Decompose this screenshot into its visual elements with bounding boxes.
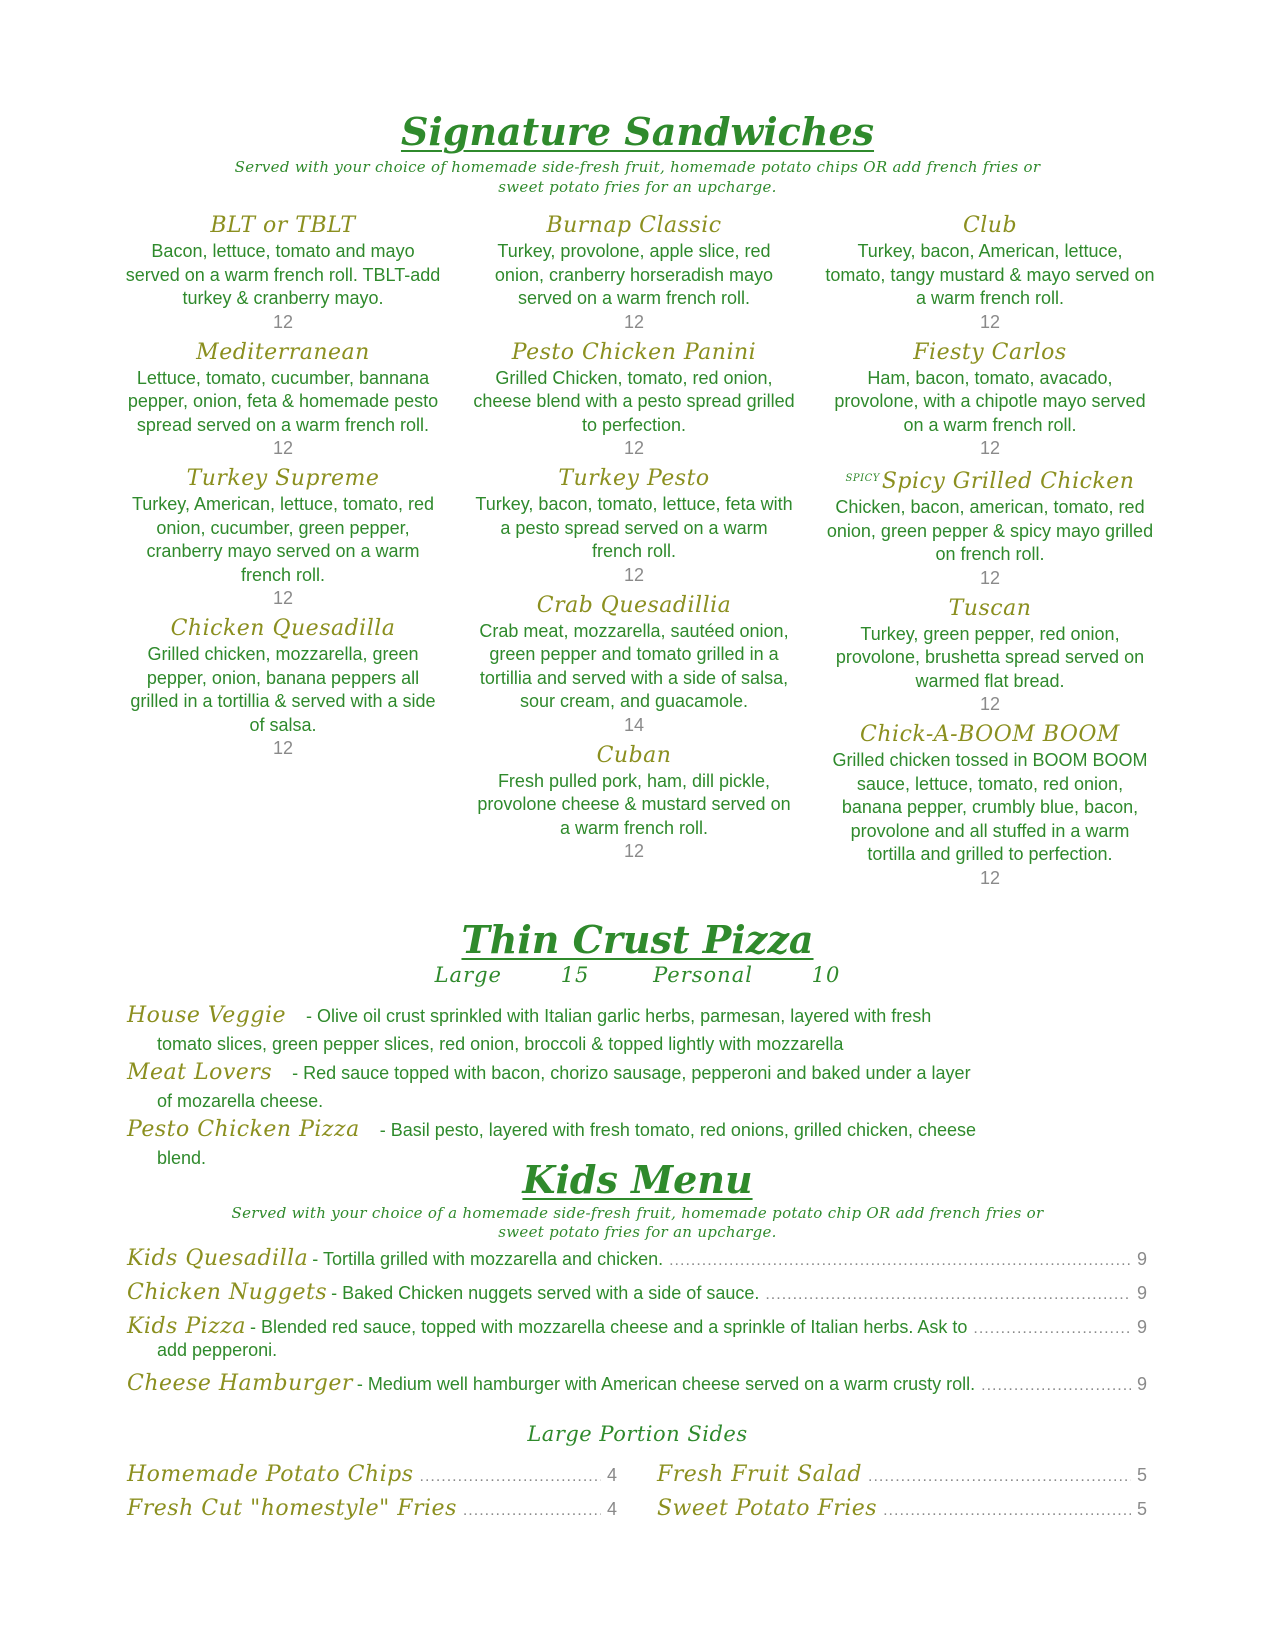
sandwich-column-3 — [825, 211, 1155, 894]
item-price: 12 — [979, 438, 1001, 458]
item-description: Ham, bacon, tomato, avacado, provolone, with a chipotle mayo served on a warm french roll. — [834, 367, 1146, 435]
size-label: Personal — [653, 963, 753, 987]
side-name: Fresh Cut "homestyle" Fries — [127, 1496, 457, 1521]
item-description: Grilled Chicken, tomato, red onion, cheese blend with a pesto spread grilled to perfection. — [473, 367, 795, 435]
menu-item — [825, 464, 1155, 590]
item-price: 12 — [979, 567, 1001, 588]
pizza-description: - Olive oil crust sprinkled with Italian garlic herbs, parmesan, layered with fresh — [306, 1006, 932, 1026]
menu-item — [473, 211, 795, 334]
kids-item-description: - Blended red sauce, topped with mozzarella cheese and a sprinkle of Italian herbs. Ask to — [249, 1317, 968, 1337]
item-price: 12 — [979, 311, 1001, 332]
item-price: 12 — [623, 564, 645, 585]
menu-item — [825, 720, 1155, 890]
pizza-item-meat-lovers — [127, 1059, 1147, 1113]
item-price: 12 — [623, 841, 645, 861]
pizza-line1 — [127, 1059, 1147, 1089]
menu-item — [122, 464, 444, 610]
item-name: Cuban — [596, 742, 672, 768]
item-description: Turkey, American, lettuce, tomato, red onion, cucumber, green pepper, cranberry mayo served on a warm french roll. — [131, 494, 435, 585]
item-description: Turkey, green pepper, red onion, provolone, brushetta spread served on warmed flat bread. — [835, 623, 1145, 691]
item-name: Tuscan — [948, 595, 1032, 621]
item-name: Crab Quesadillia — [536, 592, 732, 618]
kids-item — [127, 1371, 1147, 1396]
kids-item-description-cont: add pepperoni. — [157, 1340, 278, 1360]
kids-item — [127, 1246, 1147, 1271]
size-price: 15 — [560, 963, 590, 987]
leader-dots — [868, 1468, 1131, 1486]
side-name: Homemade Potato Chips — [127, 1462, 414, 1487]
size-price: 10 — [811, 963, 841, 987]
pizza-sizes — [0, 963, 1275, 987]
item-description: Turkey, bacon, tomato, lettuce, feta with a pesto spread served on a warm french roll. — [475, 494, 793, 561]
item-price: 12 — [623, 311, 645, 332]
menu-item — [473, 741, 795, 864]
kids-subtitle-line1: Served with your choice of a homemade side-fresh fruit, homemade potato chip OR add french fries or — [231, 1204, 1044, 1222]
item-name: Turkey Supreme — [186, 466, 380, 491]
menu-item — [473, 464, 795, 587]
spicy-label: SPICY — [845, 473, 880, 484]
pizza-name: Pesto Chicken Pizza — [127, 1117, 360, 1142]
kids-item-name: Kids Pizza — [127, 1314, 246, 1339]
kids-item-row — [127, 1246, 1147, 1271]
menu-item — [122, 338, 444, 461]
side-name: Sweet Potato Fries — [657, 1496, 878, 1521]
kids-item-price: 9 — [1136, 1317, 1147, 1337]
kids-item-name: Chicken Nuggets — [127, 1280, 328, 1305]
menu-item — [122, 614, 444, 760]
item-price: 12 — [272, 738, 294, 758]
item-name: Chick-A-BOOM BOOM — [860, 722, 1120, 747]
kids-item-price: 9 — [1136, 1249, 1147, 1269]
item-price: 12 — [979, 867, 1001, 888]
side-name: Fresh Fruit Salad — [657, 1462, 862, 1487]
item-name — [825, 464, 1155, 496]
item-price: 12 — [623, 438, 645, 458]
signature-sandwiches-title: Signature Sandwiches — [400, 109, 875, 154]
pizza-description-cont: tomato slices, green pepper slices, red onion, broccoli & topped lightly with mozzarella — [157, 1034, 844, 1054]
menu-item — [825, 211, 1155, 334]
item-price: 12 — [272, 311, 294, 332]
leader-dots — [981, 1377, 1131, 1395]
leader-dots — [973, 1320, 1131, 1338]
pizza-line1 — [127, 1116, 1147, 1146]
kids-subtitle-line2: sweet potato fries for an upcharge. — [498, 1223, 777, 1241]
signature-subtitle-line2: sweet potato fries for an upcharge. — [498, 178, 777, 196]
side-item — [657, 1496, 1147, 1521]
leader-dots — [463, 1502, 601, 1520]
kids-item-price: 9 — [1136, 1283, 1147, 1303]
item-price: 12 — [979, 694, 1001, 714]
item-description: Grilled chicken, mozzarella, green pepper, onion, banana peppers all grilled in a tortillia & served with a side of salsa. — [130, 644, 436, 735]
kids-item-price: 9 — [1136, 1374, 1147, 1394]
item-name: Fiesty Carlos — [913, 339, 1067, 365]
leader-dots — [420, 1468, 601, 1486]
size-label: Large — [434, 963, 502, 987]
sides-title: Large Portion Sides — [527, 1422, 748, 1446]
kids-menu-title: Kids Menu — [522, 1157, 753, 1202]
side-price: 5 — [1136, 1465, 1147, 1485]
pizza-description: - Basil pesto, layered with fresh tomato, red onions, grilled chicken, cheese — [379, 1120, 977, 1140]
item-price: 14 — [623, 714, 645, 735]
pizza-description-cont: blend. — [157, 1148, 207, 1168]
pizza-name: Meat Lovers — [127, 1060, 273, 1085]
kids-item — [127, 1280, 1147, 1305]
item-name: Pesto Chicken Panini — [511, 339, 757, 365]
sandwich-column-2 — [473, 211, 795, 867]
kids-item-name: Cheese Hamburger — [127, 1371, 353, 1396]
kids-item-name: Kids Quesadilla — [127, 1246, 309, 1271]
kids-item-row — [127, 1314, 1147, 1339]
item-price: 12 — [272, 438, 294, 458]
menu-item — [473, 338, 795, 461]
item-name: Club — [962, 213, 1018, 238]
item-name: Burnap Classic — [546, 213, 722, 238]
item-description: Chicken, bacon, american, tomato, red onion, green pepper & spicy mayo grilled on french roll. — [826, 497, 1154, 564]
item-description: Fresh pulled pork, ham, dill pickle, provolone cheese & mustard served on a warm french roll. — [477, 770, 791, 838]
sandwich-column-1 — [122, 211, 444, 764]
pizza-size-large — [421, 963, 604, 987]
pizza-line1 — [127, 1002, 1147, 1032]
pizza-description: - Red sauce topped with bacon, chorizo sausage, pepperoni and baked under a layer — [292, 1063, 971, 1083]
item-price: 12 — [272, 588, 294, 608]
pizza-title: Thin Crust Pizza — [461, 917, 814, 962]
kids-item — [127, 1314, 1147, 1361]
item-name: Chicken Quesadilla — [170, 616, 396, 641]
side-item — [127, 1462, 617, 1487]
item-description: Lettuce, tomato, cucumber, bannana pepper, onion, feta & homemade pesto spread served on a warm french roll. — [127, 367, 439, 435]
side-price: 5 — [1136, 1499, 1147, 1519]
item-description: Turkey, bacon, American, lettuce, tomato, tangy mustard & mayo served on a warm french roll. — [825, 241, 1155, 308]
leader-dots — [669, 1252, 1131, 1270]
kids-item-row — [127, 1280, 1147, 1305]
item-description: Bacon, lettuce, tomato and mayo served on a warm french roll. TBLT-add turkey & cranberry mayo. — [125, 241, 441, 308]
item-name: BLT or TBLT — [210, 213, 356, 238]
item-description: Turkey, provolone, apple slice, red onion, cranberry horseradish mayo served on a warm french roll. — [494, 241, 774, 308]
signature-subtitle-line1: Served with your choice of homemade side-fresh fruit, homemade potato chips OR add french fries or — [234, 158, 1041, 176]
pizza-item-house-veggie — [127, 1002, 1147, 1056]
side-item — [127, 1496, 617, 1521]
pizza-name: House Veggie — [127, 1003, 287, 1028]
item-name-text: Spicy Grilled Chicken — [881, 469, 1135, 494]
kids-item-description: - Tortilla grilled with mozzarella and chicken. — [312, 1249, 664, 1269]
item-description: Crab meat, mozzarella, sautéed onion, green pepper and tomato grilled in a tortillia and served with a side of salsa, sour cream, and guacamole. — [479, 620, 789, 711]
item-description: Grilled chicken tossed in BOOM BOOM sauce, lettuce, tomato, red onion, banana pepper, crumbly blue, bacon, provolone and all stuffed in a warm tortilla and grilled to perfection. — [832, 750, 1148, 864]
menu-item — [825, 594, 1155, 717]
kids-item-row — [127, 1371, 1147, 1396]
item-name: Mediterranean — [196, 339, 370, 365]
side-item — [657, 1462, 1147, 1487]
pizza-size-personal — [639, 963, 854, 987]
kids-item-description: - Baked Chicken nuggets served with a side of sauce. — [331, 1283, 760, 1303]
leader-dots — [765, 1286, 1131, 1304]
side-price: 4 — [606, 1499, 617, 1519]
menu-item — [122, 211, 444, 334]
kids-item-description: - Medium well hamburger with American cheese served on a warm crusty roll. — [356, 1374, 976, 1394]
pizza-description-cont: of mozarella cheese. — [157, 1091, 324, 1111]
item-name: Turkey Pesto — [558, 466, 710, 491]
menu-item — [473, 591, 795, 737]
menu-item — [825, 338, 1155, 461]
side-price: 4 — [606, 1465, 617, 1485]
leader-dots — [883, 1502, 1131, 1520]
